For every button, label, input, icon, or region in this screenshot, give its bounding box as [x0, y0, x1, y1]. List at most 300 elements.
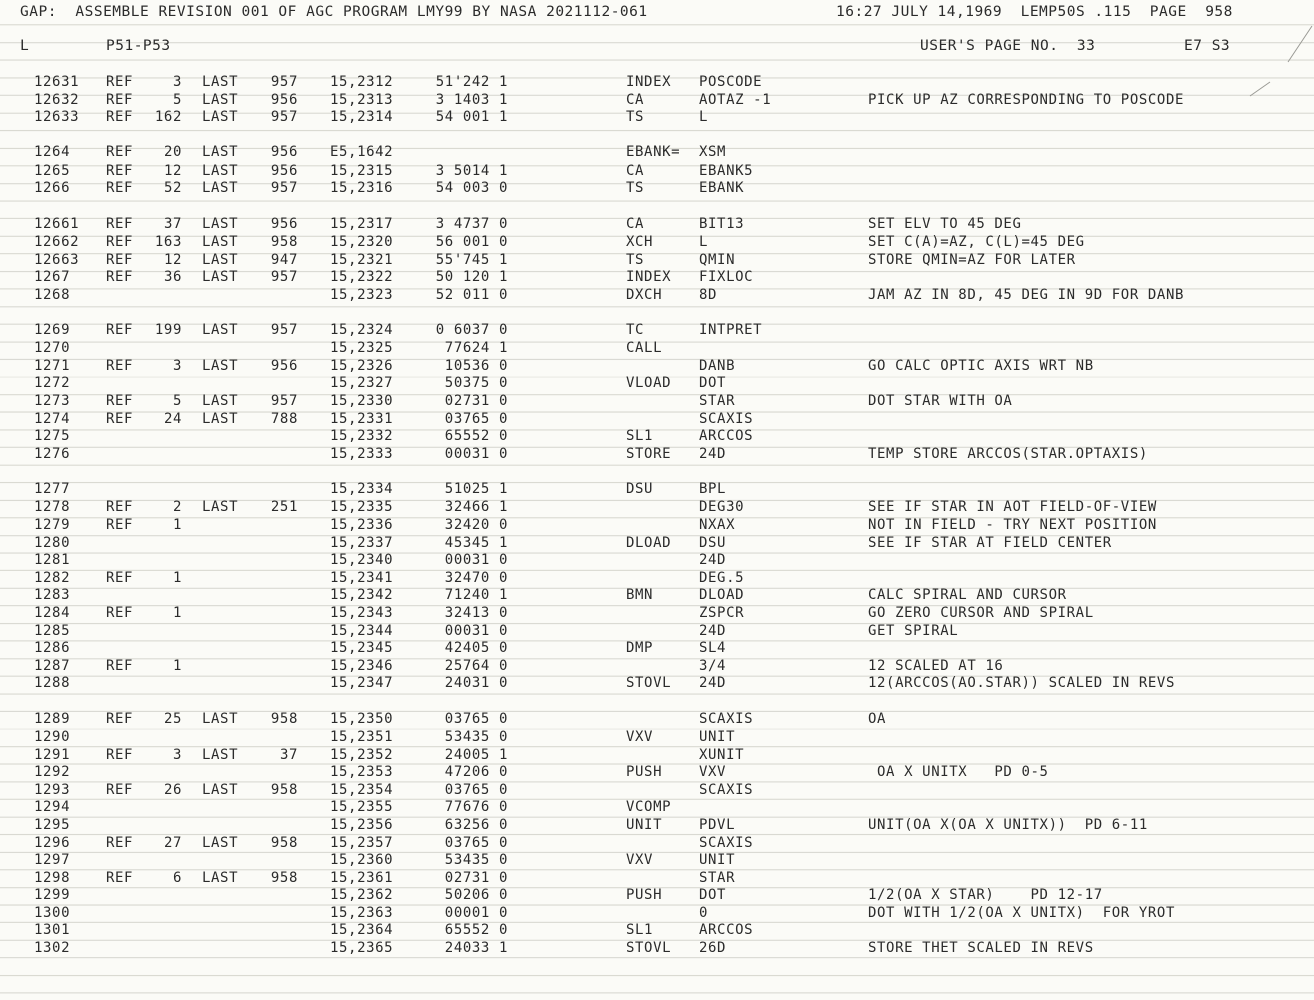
last-page: 251 — [270, 499, 298, 516]
operand: DSU — [699, 534, 727, 551]
ref-count: 163 — [154, 233, 182, 250]
line-number: 1295 — [34, 816, 71, 833]
header-date-page: 16:27 JULY 14,1969 LEMP50S .115 PAGE 958 — [836, 4, 1233, 20]
object-code: 47206 0 — [444, 764, 508, 781]
listing-row — [0, 905, 1314, 923]
last-page: 958 — [270, 233, 298, 250]
object-code: 03765 0 — [444, 834, 508, 851]
last-label: LAST — [202, 144, 239, 161]
object-code: 3 5014 1 — [435, 162, 508, 179]
object-code: 32466 1 — [444, 499, 508, 516]
opcode: STORE — [626, 445, 672, 462]
line-number: 1267 — [34, 269, 71, 286]
opcode: TS — [626, 251, 645, 268]
address: 15,2337 — [330, 534, 394, 551]
address: 15,2323 — [330, 286, 394, 303]
line-number: 1296 — [34, 834, 71, 851]
last-label: LAST — [202, 109, 239, 126]
object-code: 50206 0 — [444, 887, 508, 904]
line-number: 12633 — [34, 109, 80, 126]
listing-row — [0, 446, 1314, 464]
address: E5,1642 — [330, 144, 394, 161]
listing-row — [0, 517, 1314, 535]
operand: 8D — [699, 286, 718, 303]
last-label: LAST — [202, 746, 239, 763]
listing-row — [0, 870, 1314, 888]
comment: OA — [868, 710, 887, 727]
comment: DOT STAR WITH OA — [868, 393, 1013, 410]
operand: 26D — [699, 940, 727, 957]
address: 15,2335 — [330, 499, 394, 516]
opcode: VXV — [626, 852, 654, 869]
opcode: TS — [626, 180, 645, 197]
line-number: 1278 — [34, 499, 71, 516]
last-label: LAST — [202, 357, 239, 374]
listing-row — [0, 764, 1314, 782]
line-number: 1301 — [34, 922, 71, 939]
address: 15,2331 — [330, 410, 394, 427]
operand: DANB — [699, 357, 736, 374]
operand: INTPRET — [699, 321, 763, 338]
opcode: CA — [626, 162, 645, 179]
opcode: SL1 — [626, 922, 654, 939]
address: 15,2355 — [330, 799, 394, 816]
operand: ARCCOS — [699, 428, 754, 445]
address: 15,2322 — [330, 269, 394, 286]
address: 15,2341 — [330, 569, 394, 586]
object-code: 53435 0 — [444, 852, 508, 869]
operand: SCAXIS — [699, 781, 754, 798]
comment: SEE IF STAR AT FIELD CENTER — [868, 534, 1112, 551]
operand: FIXLOC — [699, 269, 754, 286]
listing-row — [0, 922, 1314, 940]
listing-row — [0, 74, 1314, 92]
last-page: 957 — [270, 74, 298, 90]
object-code: 65552 0 — [444, 428, 508, 445]
operand: 0 — [699, 904, 709, 921]
line-number: 1271 — [34, 357, 71, 374]
operand: 24D — [699, 552, 727, 569]
opcode: PUSH — [626, 764, 663, 781]
operand: 24D — [699, 445, 727, 462]
address: 15,2363 — [330, 904, 394, 921]
listing-row — [0, 393, 1314, 411]
line-number: 1282 — [34, 569, 71, 586]
address: 15,2353 — [330, 764, 394, 781]
line-number: 1277 — [34, 481, 71, 498]
ref-count: 1 — [172, 657, 182, 674]
opcode: CALL — [626, 340, 663, 357]
last-label: LAST — [202, 499, 239, 516]
last-label: LAST — [202, 180, 239, 197]
line-number: 1290 — [34, 728, 71, 745]
listing-row — [0, 711, 1314, 729]
opcode: DXCH — [626, 286, 663, 303]
opcode: STOVL — [626, 940, 672, 957]
listing-row — [0, 163, 1314, 181]
line-number: 1268 — [34, 286, 71, 303]
line-number: 12632 — [34, 91, 80, 108]
opcode: TS — [626, 109, 645, 126]
line-number: 1281 — [34, 552, 71, 569]
operand: SCAXIS — [699, 410, 754, 427]
operand: 3/4 — [699, 657, 727, 674]
last-label: LAST — [202, 91, 239, 108]
address: 15,2346 — [330, 657, 394, 674]
operand: DLOAD — [699, 587, 745, 604]
ref-label: REF — [106, 109, 134, 126]
ref-count: 5 — [172, 393, 182, 410]
last-page: 957 — [270, 269, 298, 286]
object-code: 24005 1 — [444, 746, 508, 763]
comment: STORE QMIN=AZ FOR LATER — [868, 251, 1076, 268]
ref-label: REF — [106, 215, 134, 232]
operand: POSCODE — [699, 74, 763, 90]
object-code: 3 4737 0 — [435, 215, 508, 232]
address: 15,2342 — [330, 587, 394, 604]
address: 15,2333 — [330, 445, 394, 462]
listing-row — [0, 428, 1314, 446]
opcode: BMN — [626, 587, 654, 604]
ref-count: 1 — [172, 569, 182, 586]
operand: DOT — [699, 375, 727, 392]
opcode: VLOAD — [626, 375, 672, 392]
opcode: SL1 — [626, 428, 654, 445]
comment: 12 SCALED AT 16 — [868, 657, 1004, 674]
address: 15,2352 — [330, 746, 394, 763]
ref-label: REF — [106, 869, 134, 886]
listing-row — [0, 269, 1314, 287]
object-code: 45345 1 — [444, 534, 508, 551]
listing-row — [0, 587, 1314, 605]
last-page: 957 — [270, 109, 298, 126]
operand: ZSPCR — [699, 605, 745, 621]
line-number: 1274 — [34, 410, 71, 427]
last-page: 958 — [270, 869, 298, 886]
ref-count: 26 — [163, 781, 182, 798]
ref-label: REF — [106, 569, 134, 586]
line-number: 1300 — [34, 904, 71, 921]
object-code: 00031 0 — [444, 622, 508, 639]
line-number: 1291 — [34, 746, 71, 763]
opcode: DLOAD — [626, 534, 672, 551]
operand: ARCCOS — [699, 922, 754, 939]
operand: DEG.5 — [699, 569, 745, 586]
object-code: 77624 1 — [444, 340, 508, 357]
ref-count: 1 — [172, 517, 182, 534]
line-number: 1276 — [34, 445, 71, 462]
operand: QMIN — [699, 251, 736, 268]
listing-row — [0, 799, 1314, 817]
object-code: 00001 0 — [444, 904, 508, 921]
last-label: LAST — [202, 269, 239, 286]
line-number: 1286 — [34, 640, 71, 657]
address: 15,2325 — [330, 340, 394, 357]
ref-count: 36 — [163, 269, 182, 286]
listing-row — [0, 535, 1314, 553]
last-page: 957 — [270, 180, 298, 197]
opcode: XCH — [626, 233, 654, 250]
ref-count: 1 — [172, 605, 182, 621]
ref-label: REF — [106, 233, 134, 250]
object-code: 77676 0 — [444, 799, 508, 816]
last-page: 788 — [270, 410, 298, 427]
ref-label: REF — [106, 605, 134, 621]
ref-label: REF — [106, 834, 134, 851]
operand: L — [699, 233, 709, 250]
address: 15,2350 — [330, 710, 394, 727]
ref-label: REF — [106, 393, 134, 410]
operand: XSM — [699, 144, 727, 161]
line-number: 1275 — [34, 428, 71, 445]
address: 15,2356 — [330, 816, 394, 833]
operand: BPL — [699, 481, 727, 498]
listing-row — [0, 552, 1314, 570]
object-code: 02731 0 — [444, 393, 508, 410]
comment: STORE THET SCALED IN REVS — [868, 940, 1094, 957]
address: 15,2315 — [330, 162, 394, 179]
comment: 1/2(OA X STAR) PD 12-17 — [868, 887, 1103, 904]
line-number: 1273 — [34, 393, 71, 410]
ref-count: 25 — [163, 710, 182, 727]
object-code: 32413 0 — [444, 605, 508, 621]
listing-row — [0, 887, 1314, 905]
address: 15,2357 — [330, 834, 394, 851]
address: 15,2324 — [330, 321, 394, 338]
operand: EBANK5 — [699, 162, 754, 179]
object-code: 32420 0 — [444, 517, 508, 534]
comment: SET ELV TO 45 DEG — [868, 215, 1022, 232]
address: 15,2316 — [330, 180, 394, 197]
ref-count: 3 — [172, 746, 182, 763]
operand: EBANK — [699, 180, 745, 197]
line-number: 1279 — [34, 517, 71, 534]
object-code: 0 6037 0 — [435, 321, 508, 338]
opcode: VCOMP — [626, 799, 672, 816]
ref-label: REF — [106, 357, 134, 374]
object-code: 25764 0 — [444, 657, 508, 674]
listing-row — [0, 640, 1314, 658]
address: 15,2327 — [330, 375, 394, 392]
ref-label: REF — [106, 710, 134, 727]
listing-row — [0, 747, 1314, 765]
ref-count: 3 — [172, 74, 182, 90]
address: 15,2334 — [330, 481, 394, 498]
object-code: 10536 0 — [444, 357, 508, 374]
last-page: 956 — [270, 357, 298, 374]
last-page: 958 — [270, 710, 298, 727]
ref-label: REF — [106, 321, 134, 338]
last-page: 958 — [270, 834, 298, 851]
address: 15,2362 — [330, 887, 394, 904]
last-page: 956 — [270, 215, 298, 232]
line-number: 1280 — [34, 534, 71, 551]
line-number: 1285 — [34, 622, 71, 639]
opcode: DSU — [626, 481, 654, 498]
opcode: DMP — [626, 640, 654, 657]
object-code: 24031 0 — [444, 675, 508, 692]
line-number: 12631 — [34, 74, 80, 90]
line-number: 12662 — [34, 233, 80, 250]
object-code: 71240 1 — [444, 587, 508, 604]
ref-count: 3 — [172, 357, 182, 374]
listing-row — [0, 852, 1314, 870]
address: 15,2330 — [330, 393, 394, 410]
ref-count: 20 — [163, 144, 182, 161]
operand: DOT — [699, 887, 727, 904]
listing-row — [0, 252, 1314, 270]
line-number: 1297 — [34, 852, 71, 869]
ref-count: 162 — [154, 109, 182, 126]
address: 15,2354 — [330, 781, 394, 798]
ref-count: 37 — [163, 215, 182, 232]
operand: L — [699, 109, 709, 126]
line-number: 12661 — [34, 215, 80, 232]
last-label: LAST — [202, 321, 239, 338]
address: 15,2314 — [330, 109, 394, 126]
listing-row — [0, 411, 1314, 429]
comment: OA X UNITX PD 0-5 — [868, 764, 1049, 781]
address: 15,2340 — [330, 552, 394, 569]
ref-label: REF — [106, 251, 134, 268]
last-page: 957 — [270, 393, 298, 410]
last-page: 37 — [279, 746, 298, 763]
last-label: LAST — [202, 393, 239, 410]
comment: CALC SPIRAL AND CURSOR — [868, 587, 1067, 604]
object-code: 03765 0 — [444, 781, 508, 798]
object-code: 00031 0 — [444, 445, 508, 462]
last-page: 956 — [270, 162, 298, 179]
object-code: 3 1403 1 — [435, 91, 508, 108]
line-number: 1299 — [34, 887, 71, 904]
ref-label: REF — [106, 499, 134, 516]
operand: STAR — [699, 393, 736, 410]
address: 15,2345 — [330, 640, 394, 657]
address: 15,2336 — [330, 517, 394, 534]
object-code: 24033 1 — [444, 940, 508, 957]
comment: DOT WITH 1/2(OA X UNITX) FOR YROT — [868, 904, 1175, 921]
listing-row — [0, 570, 1314, 588]
ref-label: REF — [106, 74, 134, 90]
address: 15,2344 — [330, 622, 394, 639]
ref-label: REF — [106, 269, 134, 286]
object-code: 50375 0 — [444, 375, 508, 392]
address: 15,2361 — [330, 869, 394, 886]
address: 15,2326 — [330, 357, 394, 374]
operand: PDVL — [699, 816, 736, 833]
line-number: 1302 — [34, 940, 71, 957]
operand: XUNIT — [699, 746, 745, 763]
address: 15,2332 — [330, 428, 394, 445]
comment: GO CALC OPTIC AXIS WRT NB — [868, 357, 1094, 374]
opcode: UNIT — [626, 816, 663, 833]
comment: JAM AZ IN 8D, 45 DEG IN 9D FOR DANB — [868, 286, 1185, 303]
listing-row — [0, 92, 1314, 110]
last-label: LAST — [202, 233, 239, 250]
ref-count: 12 — [163, 251, 182, 268]
operand: 24D — [699, 622, 727, 639]
last-page: 957 — [270, 321, 298, 338]
last-label: LAST — [202, 869, 239, 886]
listing-row — [0, 940, 1314, 958]
opcode: INDEX — [626, 74, 672, 90]
last-page: 956 — [270, 144, 298, 161]
line-number: 1294 — [34, 799, 71, 816]
listing-row — [0, 287, 1314, 305]
operand: BIT13 — [699, 215, 745, 232]
object-code: 32470 0 — [444, 569, 508, 586]
address: 15,2364 — [330, 922, 394, 939]
object-code: 51'242 1 — [435, 74, 508, 90]
listing-row — [0, 216, 1314, 234]
address: 15,2313 — [330, 91, 394, 108]
comment: TEMP STORE ARCCOS(STAR.OPTAXIS) — [868, 445, 1148, 462]
listing-row — [0, 729, 1314, 747]
ref-count: 6 — [172, 869, 182, 886]
ref-label: REF — [106, 517, 134, 534]
listing-row — [0, 658, 1314, 676]
listing-row — [0, 817, 1314, 835]
object-code: 63256 0 — [444, 816, 508, 833]
listing-row — [0, 605, 1314, 623]
object-code: 52 011 0 — [435, 286, 508, 303]
line-number: 1287 — [34, 657, 71, 674]
line-number: 1264 — [34, 144, 71, 161]
object-code: 51025 1 — [444, 481, 508, 498]
ref-label: REF — [106, 162, 134, 179]
ref-count: 12 — [163, 162, 182, 179]
listing-row — [0, 623, 1314, 641]
line-number: 1298 — [34, 869, 71, 886]
operand: NXAX — [699, 517, 736, 534]
header-tag: L — [20, 38, 30, 54]
last-label: LAST — [202, 710, 239, 727]
ref-label: REF — [106, 91, 134, 108]
line-number: 1269 — [34, 321, 71, 338]
operand: 24D — [699, 675, 727, 692]
ref-label: REF — [106, 180, 134, 197]
header-corner-code: E7 S3 — [1184, 38, 1231, 54]
last-label: LAST — [202, 215, 239, 232]
comment: UNIT(OA X(OA X UNITX)) PD 6-11 — [868, 816, 1148, 833]
last-label: LAST — [202, 251, 239, 268]
comment: SEE IF STAR IN AOT FIELD-OF-VIEW — [868, 499, 1157, 516]
line-number: 1288 — [34, 675, 71, 692]
listing-row — [0, 144, 1314, 162]
object-code: 65552 0 — [444, 922, 508, 939]
listing-row — [0, 782, 1314, 800]
object-code: 00031 0 — [444, 552, 508, 569]
listing-row — [0, 109, 1314, 127]
opcode: INDEX — [626, 269, 672, 286]
address: 15,2320 — [330, 233, 394, 250]
last-label: LAST — [202, 410, 239, 427]
address: 15,2312 — [330, 74, 394, 90]
header-section: P51-P53 — [106, 38, 171, 54]
object-code: 54 003 0 — [435, 180, 508, 197]
last-label: LAST — [202, 74, 239, 90]
last-page: 947 — [270, 251, 298, 268]
object-code: 54 001 1 — [435, 109, 508, 126]
address: 15,2343 — [330, 605, 394, 621]
last-page: 956 — [270, 91, 298, 108]
listing-row — [0, 234, 1314, 252]
listing-row — [0, 180, 1314, 198]
line-number: 1270 — [34, 340, 71, 357]
operand: SL4 — [699, 640, 727, 657]
comment: PICK UP AZ CORRESPONDING TO POSCODE — [868, 91, 1185, 108]
ref-label: REF — [106, 144, 134, 161]
